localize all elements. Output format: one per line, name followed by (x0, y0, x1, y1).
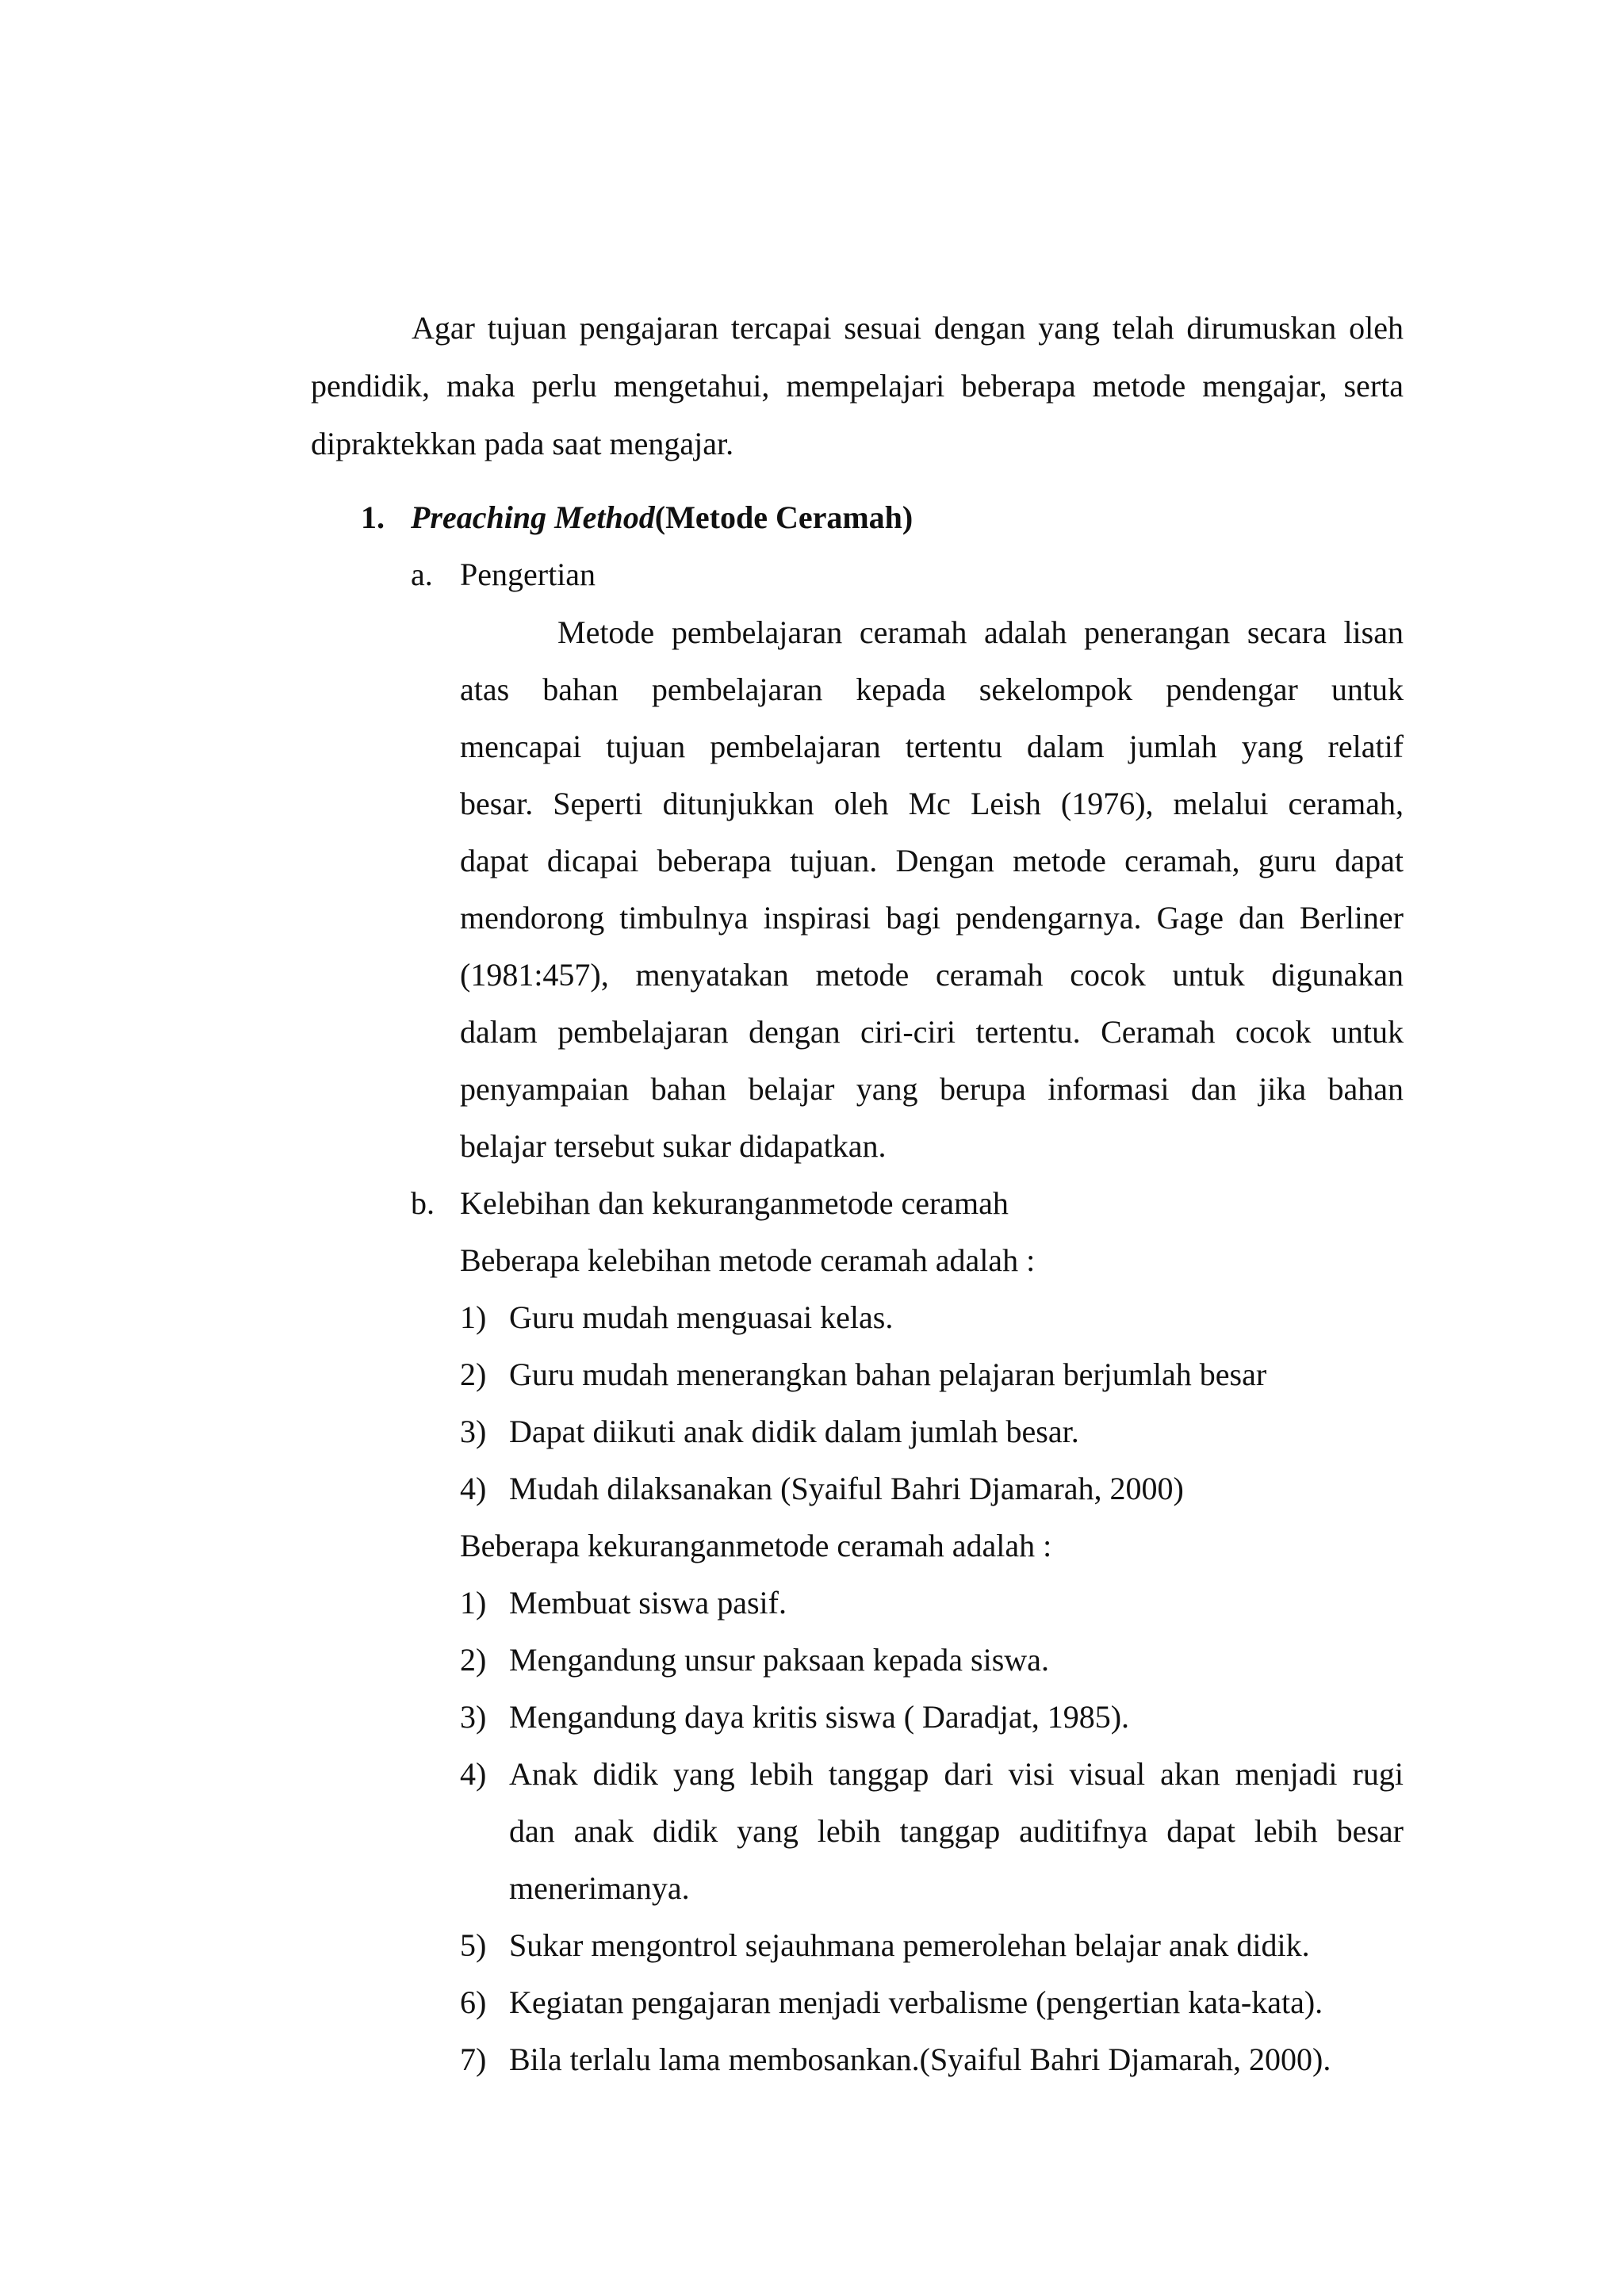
pengertian-line-9: penyampaian bahan belajar yang berupa informasi dan jika bahan (460, 1071, 1404, 1107)
disadvantage-6-text: Kegiatan pengajaran menjadi verbalisme (pengertian kata-kata). (509, 1984, 1323, 2020)
pengertian-line-1: Metode pembelajaran ceramah adalah penerangan secara lisan (557, 614, 1404, 650)
section-heading (411, 489, 913, 546)
disadvantage-3-text: Mengandung daya kritis siswa ( Daradjat, 1985). (509, 1699, 1130, 1735)
disadvantage-4-line-1: Anak didik yang lebih tanggap dari visi visual akan menjadi rugi (509, 1756, 1404, 1792)
disadvantage-1-number: 1) (460, 1585, 487, 1621)
intro-line-2: pendidik, maka perlu mengetahui, mempelajari beberapa metode mengajar, serta (311, 368, 1404, 404)
disadvantage-7-number: 7) (460, 2042, 487, 2077)
pengertian-line-7: (1981:457), menyatakan metode ceramah cocok untuk digunakan (460, 957, 1404, 993)
disadvantage-3-number: 3) (460, 1699, 487, 1735)
pengertian-line-5: dapat dicapai beberapa tujuan. Dengan metode ceramah, guru dapat (460, 843, 1404, 878)
subsection-a-title: Pengertian (460, 557, 596, 592)
pengertian-line-2: atas bahan pembelajaran kepada sekelompok pendengar untuk (460, 672, 1404, 707)
disadvantage-7-text: Bila terlalu lama membosankan.(Syaiful Bahri Djamarah, 2000). (509, 2042, 1331, 2077)
intro-line-1: Agar tujuan pengajaran tercapai sesuai dengan yang telah dirumuskan oleh (412, 310, 1404, 346)
pengertian-line-10: belajar tersebut sukar didapatkan. (460, 1128, 887, 1164)
advantage-3-text: Dapat diikuti anak didik dalam jumlah besar. (509, 1414, 1079, 1449)
section-heading-italic: Preaching Method (411, 499, 655, 535)
disadvantage-4-line-3: menerimanya. (509, 1870, 690, 1906)
intro-line-3: dipraktekkan pada saat mengajar. (311, 426, 734, 461)
disadvantage-5-text: Sukar mengontrol sejauhmana pemerolehan belajar anak didik. (509, 1927, 1310, 1963)
advantage-4-number: 4) (460, 1471, 487, 1506)
disadvantage-4-number: 4) (460, 1756, 487, 1792)
pengertian-line-8: dalam pembelajaran dengan ciri-ciri tertentu. Ceramah cocok untuk (460, 1014, 1404, 1050)
advantage-2-number: 2) (460, 1357, 487, 1392)
disadvantage-6-number: 6) (460, 1984, 487, 2020)
subsection-b-title: Kelebihan dan kekuranganmetode ceramah (460, 1185, 1009, 1221)
pengertian-line-6: mendorong timbulnya inspirasi bagi pendengarnya. Gage dan Berliner (460, 900, 1404, 936)
pengertian-line-4: besar. Seperti ditunjukkan oleh Mc Leish (1976), melalui ceramah, (460, 786, 1404, 821)
subsection-b-marker: b. (411, 1185, 435, 1221)
section-number: 1. (361, 499, 385, 535)
disadvantage-1-text: Membuat siswa pasif. (509, 1585, 787, 1621)
advantage-4-text: Mudah dilaksanakan (Syaiful Bahri Djamarah, 2000) (509, 1471, 1184, 1506)
disadvantage-5-number: 5) (460, 1927, 487, 1963)
advantage-1-number: 1) (460, 1299, 487, 1335)
disadvantage-2-text: Mengandung unsur paksaan kepada siswa. (509, 1642, 1049, 1678)
advantages-intro: Beberapa kelebihan metode ceramah adalah : (460, 1242, 1036, 1278)
advantage-3-number: 3) (460, 1414, 487, 1449)
pengertian-line-3: mencapai tujuan pembelajaran tertentu dalam jumlah yang relatif (460, 729, 1404, 764)
disadvantages-intro: Beberapa kekuranganmetode ceramah adalah : (460, 1528, 1052, 1563)
disadvantage-2-number: 2) (460, 1642, 487, 1678)
disadvantage-4-line-2: dan anak didik yang lebih tanggap auditifnya dapat lebih besar (509, 1813, 1404, 1849)
advantage-2-text: Guru mudah menerangkan bahan pelajaran berjumlah besar (509, 1357, 1267, 1392)
section-heading-rest: (Metode Ceramah) (654, 499, 914, 535)
subsection-a-marker: a. (411, 557, 433, 592)
advantage-1-text: Guru mudah menguasai kelas. (509, 1299, 894, 1335)
